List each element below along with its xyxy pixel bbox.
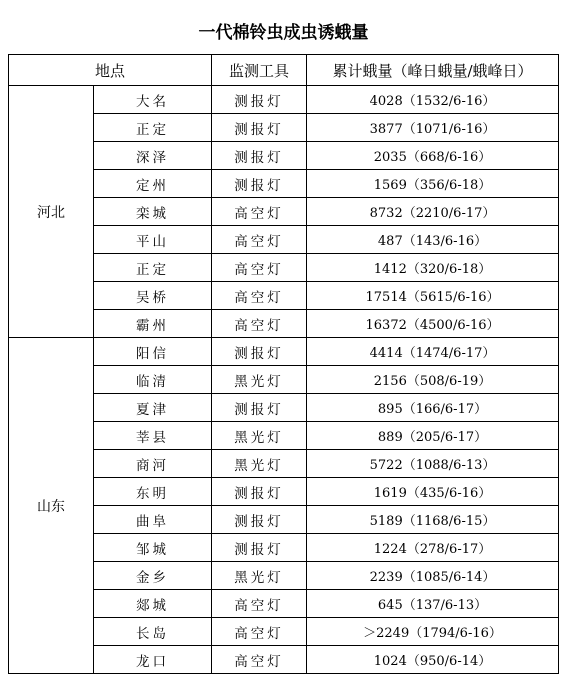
site-cell: 平山: [94, 226, 212, 254]
count-cell: 17514（5615/6-16）: [307, 282, 559, 310]
header-count: 累计蛾量（峰日蛾量/蛾峰日）: [307, 55, 559, 86]
site-cell: 吴桥: [94, 282, 212, 310]
count-cell: 4028（1532/6-16）: [307, 86, 559, 114]
count-cell: 8732（2210/6-17）: [307, 198, 559, 226]
tool-cell: 黑光灯: [212, 450, 307, 478]
table-row: [9, 86, 559, 114]
count-cell: 2035（668/6-16）: [307, 142, 559, 170]
tool-cell: 高空灯: [212, 646, 307, 674]
count-cell: 5189（1168/6-15）: [307, 506, 559, 534]
header-location: 地点: [9, 55, 212, 86]
count-cell: 2156（508/6-19）: [307, 366, 559, 394]
province-cell: 河北: [9, 86, 94, 338]
site-cell: 定州: [94, 170, 212, 198]
site-cell: 郯城: [94, 590, 212, 618]
tool-cell: 黑光灯: [212, 562, 307, 590]
count-cell: 1224（278/6-17）: [307, 534, 559, 562]
site-cell: 深泽: [94, 142, 212, 170]
site-cell: 金乡: [94, 562, 212, 590]
count-cell: 4414（1474/6-17）: [307, 338, 559, 366]
count-cell: 889（205/6-17）: [307, 422, 559, 450]
site-cell: 夏津: [94, 394, 212, 422]
site-cell: 大名: [94, 86, 212, 114]
count-cell: 3877（1071/6-16）: [307, 114, 559, 142]
tool-cell: 测报灯: [212, 142, 307, 170]
tool-cell: 测报灯: [212, 86, 307, 114]
tool-cell: 高空灯: [212, 618, 307, 646]
table-header-row: [9, 55, 559, 86]
table-row: [9, 338, 559, 366]
count-cell: 1024（950/6-14）: [307, 646, 559, 674]
tool-cell: 测报灯: [212, 506, 307, 534]
tool-cell: 测报灯: [212, 170, 307, 198]
site-cell: 商河: [94, 450, 212, 478]
count-cell: 2239（1085/6-14）: [307, 562, 559, 590]
header-tool: 监测工具: [212, 55, 307, 86]
tool-cell: 高空灯: [212, 590, 307, 618]
tool-cell: 黑光灯: [212, 422, 307, 450]
site-cell: 栾城: [94, 198, 212, 226]
page-title: 一代棉铃虫成虫诱蛾量: [198, 23, 369, 43]
site-cell: 长岛: [94, 618, 212, 646]
site-cell: 东明: [94, 478, 212, 506]
tool-cell: 高空灯: [212, 226, 307, 254]
province-cell: 山东: [9, 338, 94, 674]
tool-cell: 测报灯: [212, 534, 307, 562]
site-cell: 阳信: [94, 338, 212, 366]
count-cell: 16372（4500/6-16）: [307, 310, 559, 338]
tool-cell: 测报灯: [212, 114, 307, 142]
count-cell: 645（137/6-13）: [307, 590, 559, 618]
tool-cell: 测报灯: [212, 478, 307, 506]
site-cell: 曲阜: [94, 506, 212, 534]
tool-cell: 高空灯: [212, 282, 307, 310]
tool-cell: 黑光灯: [212, 366, 307, 394]
site-cell: 正定: [94, 114, 212, 142]
tool-cell: 高空灯: [212, 198, 307, 226]
count-cell: 895（166/6-17）: [307, 394, 559, 422]
count-cell: 1619（435/6-16）: [307, 478, 559, 506]
count-cell: ＞2249（1794/6-16）: [307, 618, 559, 646]
tool-cell: 高空灯: [212, 254, 307, 282]
tool-cell: 测报灯: [212, 338, 307, 366]
site-cell: 临清: [94, 366, 212, 394]
site-cell: 霸州: [94, 310, 212, 338]
site-cell: 正定: [94, 254, 212, 282]
tool-cell: 高空灯: [212, 310, 307, 338]
count-cell: 1569（356/6-18）: [307, 170, 559, 198]
site-cell: 龙口: [94, 646, 212, 674]
count-cell: 5722（1088/6-13）: [307, 450, 559, 478]
moth-count-table: [8, 54, 559, 674]
tool-cell: 测报灯: [212, 394, 307, 422]
count-cell: 1412（320/6-18）: [307, 254, 559, 282]
site-cell: 邹城: [94, 534, 212, 562]
table-body: [9, 86, 559, 674]
site-cell: 莘县: [94, 422, 212, 450]
count-cell: 487（143/6-16）: [307, 226, 559, 254]
